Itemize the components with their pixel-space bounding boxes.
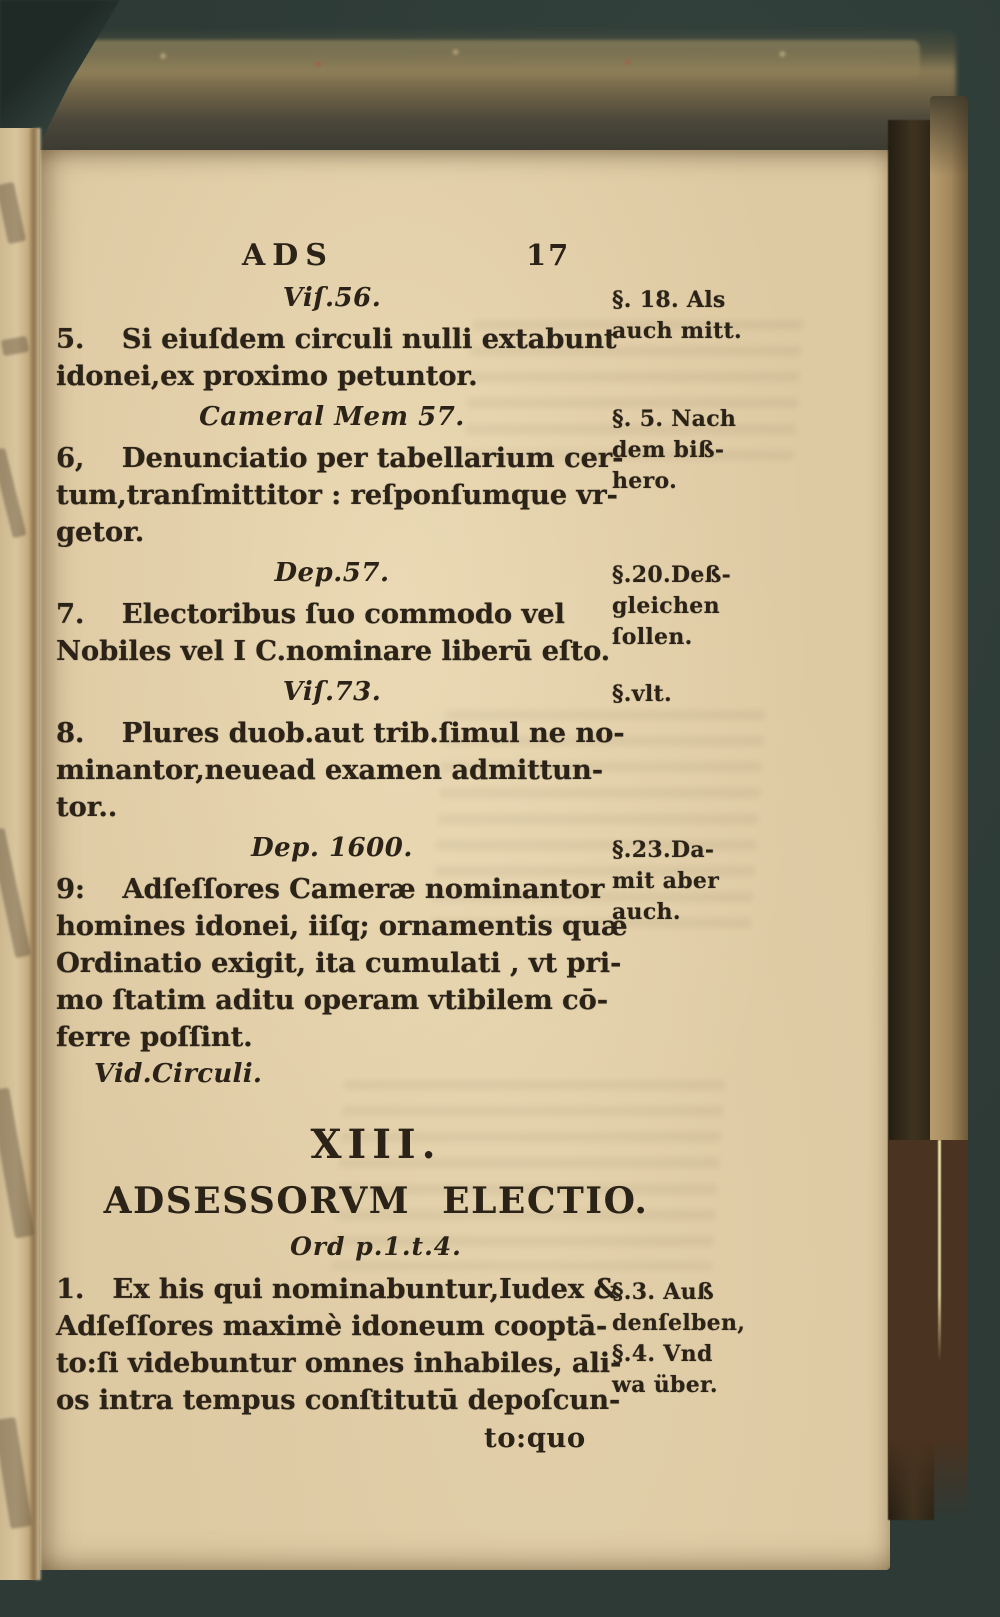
- section-entry-6: [56, 1271, 836, 1419]
- catchword: to:quo: [484, 1422, 586, 1454]
- margin-note-line: auch mitt.: [612, 318, 742, 344]
- sliver-ink-mark: [0, 182, 26, 244]
- running-head: [38, 238, 890, 278]
- margin-notes: [612, 1277, 822, 1401]
- margin-note-line: §.23.Da-: [612, 837, 715, 863]
- body-line: 6, Denunciatio per tabellarium cer-: [56, 442, 624, 474]
- body-line: homines idonei, iiſq; ornamentis quæ: [56, 910, 628, 942]
- body-line: 5. Si eiuſdem circuli nulli extabunt: [56, 323, 617, 355]
- margin-note-line: dem biß-: [612, 437, 725, 463]
- margin-note-line: §. 18. Als: [612, 287, 726, 313]
- margin-note-line: §. 5. Nach: [612, 406, 737, 432]
- body-line: Adſeſſores maximè idoneum cooptā-: [56, 1310, 608, 1342]
- margin-note-line: §.20.Deß-: [612, 562, 732, 588]
- section-heading: Viſ.56.: [282, 283, 382, 313]
- body-line: tor..: [56, 791, 118, 823]
- margin-notes: [612, 835, 822, 928]
- margin-notes: [612, 404, 822, 497]
- section-entry-4: [56, 831, 836, 1093]
- section-heading: Viſ.73.: [282, 677, 382, 707]
- body-line: 8. Plures duob.aut trib.ſimul ne no-: [56, 717, 625, 749]
- margin-note-line: §.vlt.: [612, 681, 672, 707]
- margin-note-line: wa über.: [612, 1372, 718, 1398]
- margin-note-line: hero.: [612, 468, 678, 494]
- book-top-edge-speckle: [60, 40, 920, 80]
- section-entry-2: [56, 556, 836, 670]
- chapter-title: ADSESSORVM ELECTIO.: [103, 1180, 649, 1222]
- margin-note-line: ſollen.: [612, 624, 693, 650]
- cross-reference-note: Vid.Circuli.: [94, 1059, 263, 1089]
- running-head-signature: ADS: [242, 238, 334, 273]
- body-line: getor.: [56, 516, 145, 548]
- margin-note-line: auch.: [612, 899, 681, 925]
- body-line: Nobiles vel I C.nominare liberū eſto.: [56, 635, 611, 667]
- margin-notes: [612, 560, 822, 653]
- page-number: 17: [526, 238, 571, 272]
- section-heading: Cameral Mem 57.: [199, 402, 465, 432]
- body-line: 9: Adſeſſores Cameræ nominantor: [56, 873, 605, 905]
- margin-note-line: mit aber: [612, 868, 720, 894]
- margin-notes: [612, 679, 822, 710]
- section-heading: Dep. 1600.: [251, 833, 413, 863]
- chapter-subtitle: Ord p.1.t.4.: [290, 1232, 462, 1261]
- section-entry-1: [56, 400, 836, 551]
- cover-edge: [888, 1140, 968, 1522]
- body-line: 7. Electoribus ſuo commodo vel: [56, 598, 565, 630]
- section-entry-3: [56, 675, 836, 826]
- margin-note-line: denſelben,: [612, 1310, 746, 1336]
- body-line: 1. Ex his qui nominabuntur,Iudex &: [56, 1273, 618, 1305]
- margin-note-line: §.4. Vnd: [612, 1341, 713, 1367]
- section-entry-0: [56, 281, 836, 395]
- section-heading: Dep.57.: [274, 558, 390, 588]
- gutter-crease: [28, 128, 42, 1580]
- margin-note-line: §.3. Auß: [612, 1279, 714, 1305]
- sliver-ink-mark: [0, 448, 27, 539]
- book-page: [38, 150, 890, 1570]
- chapter-block: [56, 1121, 696, 1261]
- text-block: [56, 276, 836, 1457]
- cover-edge-highlight: [938, 1140, 941, 1362]
- body-line: tum,tranſmittitor : reſponſumque vr-: [56, 479, 618, 511]
- body-line: ferre poſſint.: [56, 1021, 253, 1053]
- body-line: mo ſtatim aditu operam vtibilem cō-: [56, 984, 608, 1016]
- body-line: Ordinatio exigit, ita cumulati , vt pri-: [56, 947, 622, 979]
- margin-note-line: gleichen: [612, 593, 720, 619]
- body-line: os intra tempus conſtitutū depoſcun-: [56, 1384, 621, 1416]
- margin-notes: [612, 285, 822, 347]
- body-line: minantor,neuead examen admittun-: [56, 754, 603, 786]
- sliver-ink-mark: [1, 336, 29, 356]
- chapter-number: XIII.: [310, 1121, 442, 1168]
- sliver-ink-mark: [0, 828, 31, 958]
- body-line: to:ſi videbuntur omnes inhabiles, ali-: [56, 1347, 622, 1379]
- body-line: idonei,ex proximo petuntor.: [56, 360, 478, 392]
